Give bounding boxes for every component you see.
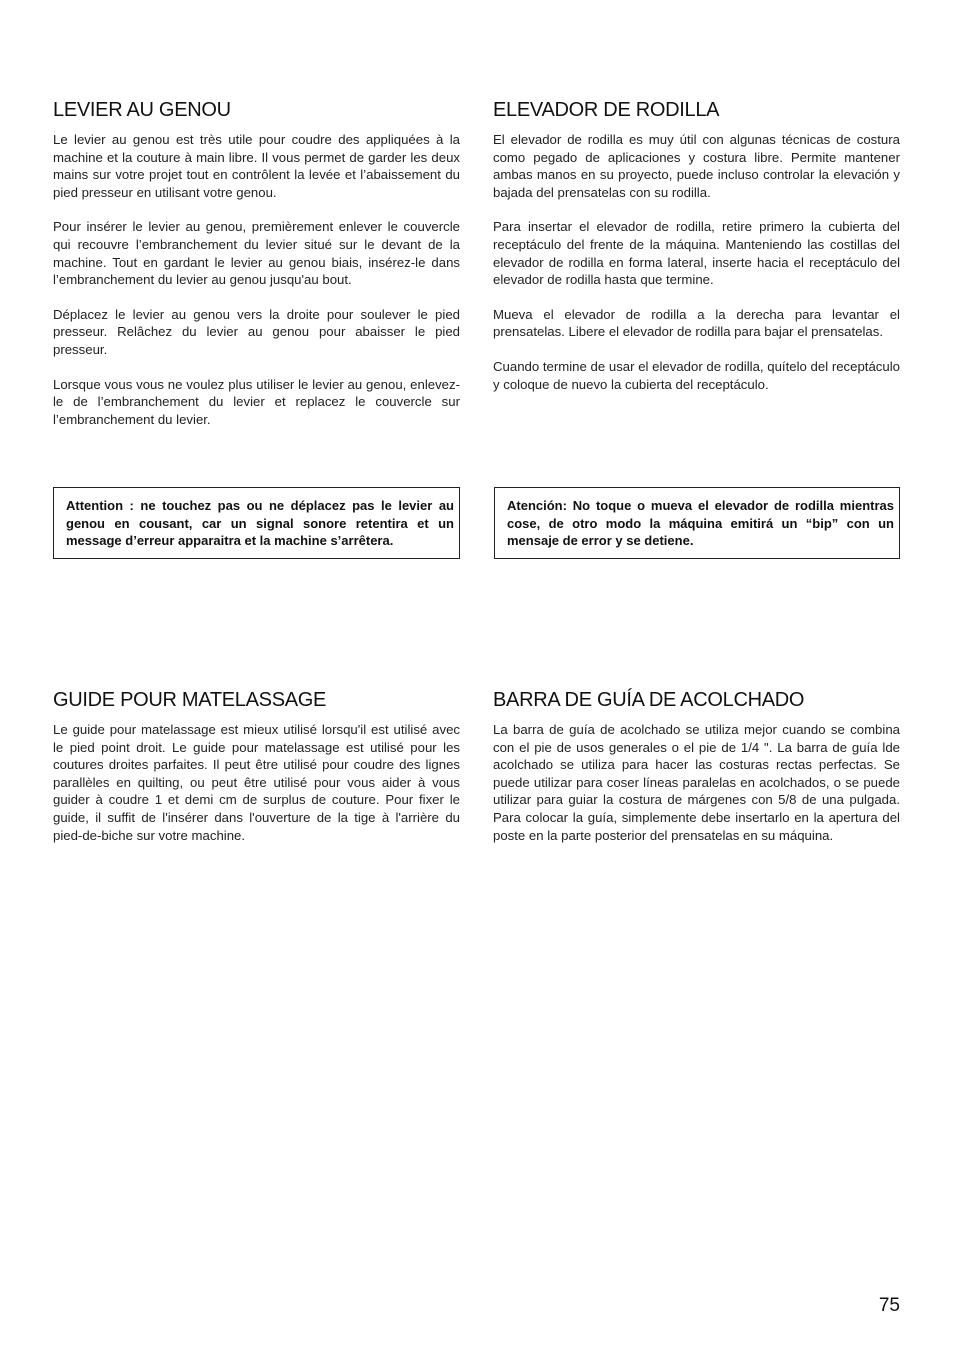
section-heading: ELEVADOR DE RODILLA — [493, 99, 720, 121]
section-heading: BARRA DE GUÍA DE ACOLCHADO — [493, 689, 805, 711]
attention-notice-es: Atención: No toque o mueva el elevador de rodilla mientras cose, de otro modo la máquina emitirá un “bip” con un mensaje de error y se detiene. — [494, 487, 900, 559]
paragraph: El elevador de rodilla es muy útil con algunas técnicas de costura como pegado de aplicaciones y costura libre. Permite mantener ambas manos en su proyecto, puede incluso controlar la elevación y bajada del prensatelas con su rodilla. — [493, 132, 900, 200]
paragraph: Le levier au genou est très utile pour coudre des appliquées à la machine et la couture à main libre. Il vous permet de garder les deux mains sur votre projet tout en contrôlent la levée et l’abaissement du pied presseur en utilisant votre genou. — [53, 132, 460, 200]
paragraph: La barra de guía de acolchado se utiliza mejor cuando se combina con el pie de usos generales o el pie de 1/4 ". La barra de guía lde acolchado se utiliza para hacer las costuras rectas perfectas. Se puede utilizar para coser líneas paralelas en acolchados, o se puede utilizar para guiar la costura de márgenes con 5/8 de una pulgada. Para colocar la guía, simplemente debe insertarlo en la apertura del poste en la parte posterior del prensatelas en su máquina. — [493, 722, 900, 843]
quilting-guide-section-es — [493, 688, 900, 844]
paragraph: Le guide pour matelassage est mieux utilisé lorsqu'il est utilisé avec le pied point droit. Le guide pour matelassage est utilisé pour les coutures droites parfaites. Il peut être utilisé pour coudre des lignes parallèles en quilting, ou peut être utilisé pour vous aider à vous guider à coudre 1 et demi cm de surplus de couture. Pour fixer le guide, il suffit de l'insérer dans l'ouverture de la tige à l'arrière du pied-de-biche sur votre machine. — [53, 722, 460, 843]
paragraph: Para insertar el elevador de rodilla, retire primero la cubierta del receptáculo del frente de la máquina. Manteniendo las costillas del elevador de rodilla en forma lateral, inserte hacia el receptáculo del elevador de rodilla hasta que termine. — [493, 219, 900, 288]
section-heading: GUIDE POUR MATELASSAGE — [53, 689, 327, 711]
attention-notice-fr: Attention : ne touchez pas ou ne déplacez pas le levier au genou en cousant, car un signal sonore retentira et un message d’erreur apparaitra et la machine s’arrêtera. — [53, 487, 460, 559]
section-heading: LEVIER AU GENOU — [53, 99, 231, 121]
page-number: 75 — [878, 1295, 900, 1316]
paragraph: Mueva el elevador de rodilla a la derecha para levantar el prensatelas. Libere el elevador de rodilla para bajar el prensatelas. — [493, 306, 900, 340]
paragraph: Pour insérer le levier au genou, premièrement enlever le couvercle qui recouvre l’embranchement du levier situé sur le devant de la machine. Tout en gardant le levier au genou biais, insérez-le dans l’embranchement du levier au genou jusqu'au bout. — [53, 219, 460, 288]
paragraph: Lorsque vous vous ne voulez plus utiliser le levier au genou, enlevez-le de l’embranchement du levier et replacez le couvercle sur l’embranchement du levier. — [53, 376, 460, 427]
paragraph: Cuando termine de usar el elevador de rodilla, quítelo del receptáculo y coloque de nuevo la cubierta del receptáculo. — [493, 358, 900, 392]
knee-lifter-section-es — [493, 98, 900, 393]
quilting-guide-section-fr — [53, 688, 460, 844]
knee-lifter-section-fr — [53, 98, 460, 428]
paragraph: Déplacez le levier au genou vers la droite pour soulever le pied presseur. Relâchez du levier au genou pour abaisser le pied presseur. — [53, 306, 460, 357]
